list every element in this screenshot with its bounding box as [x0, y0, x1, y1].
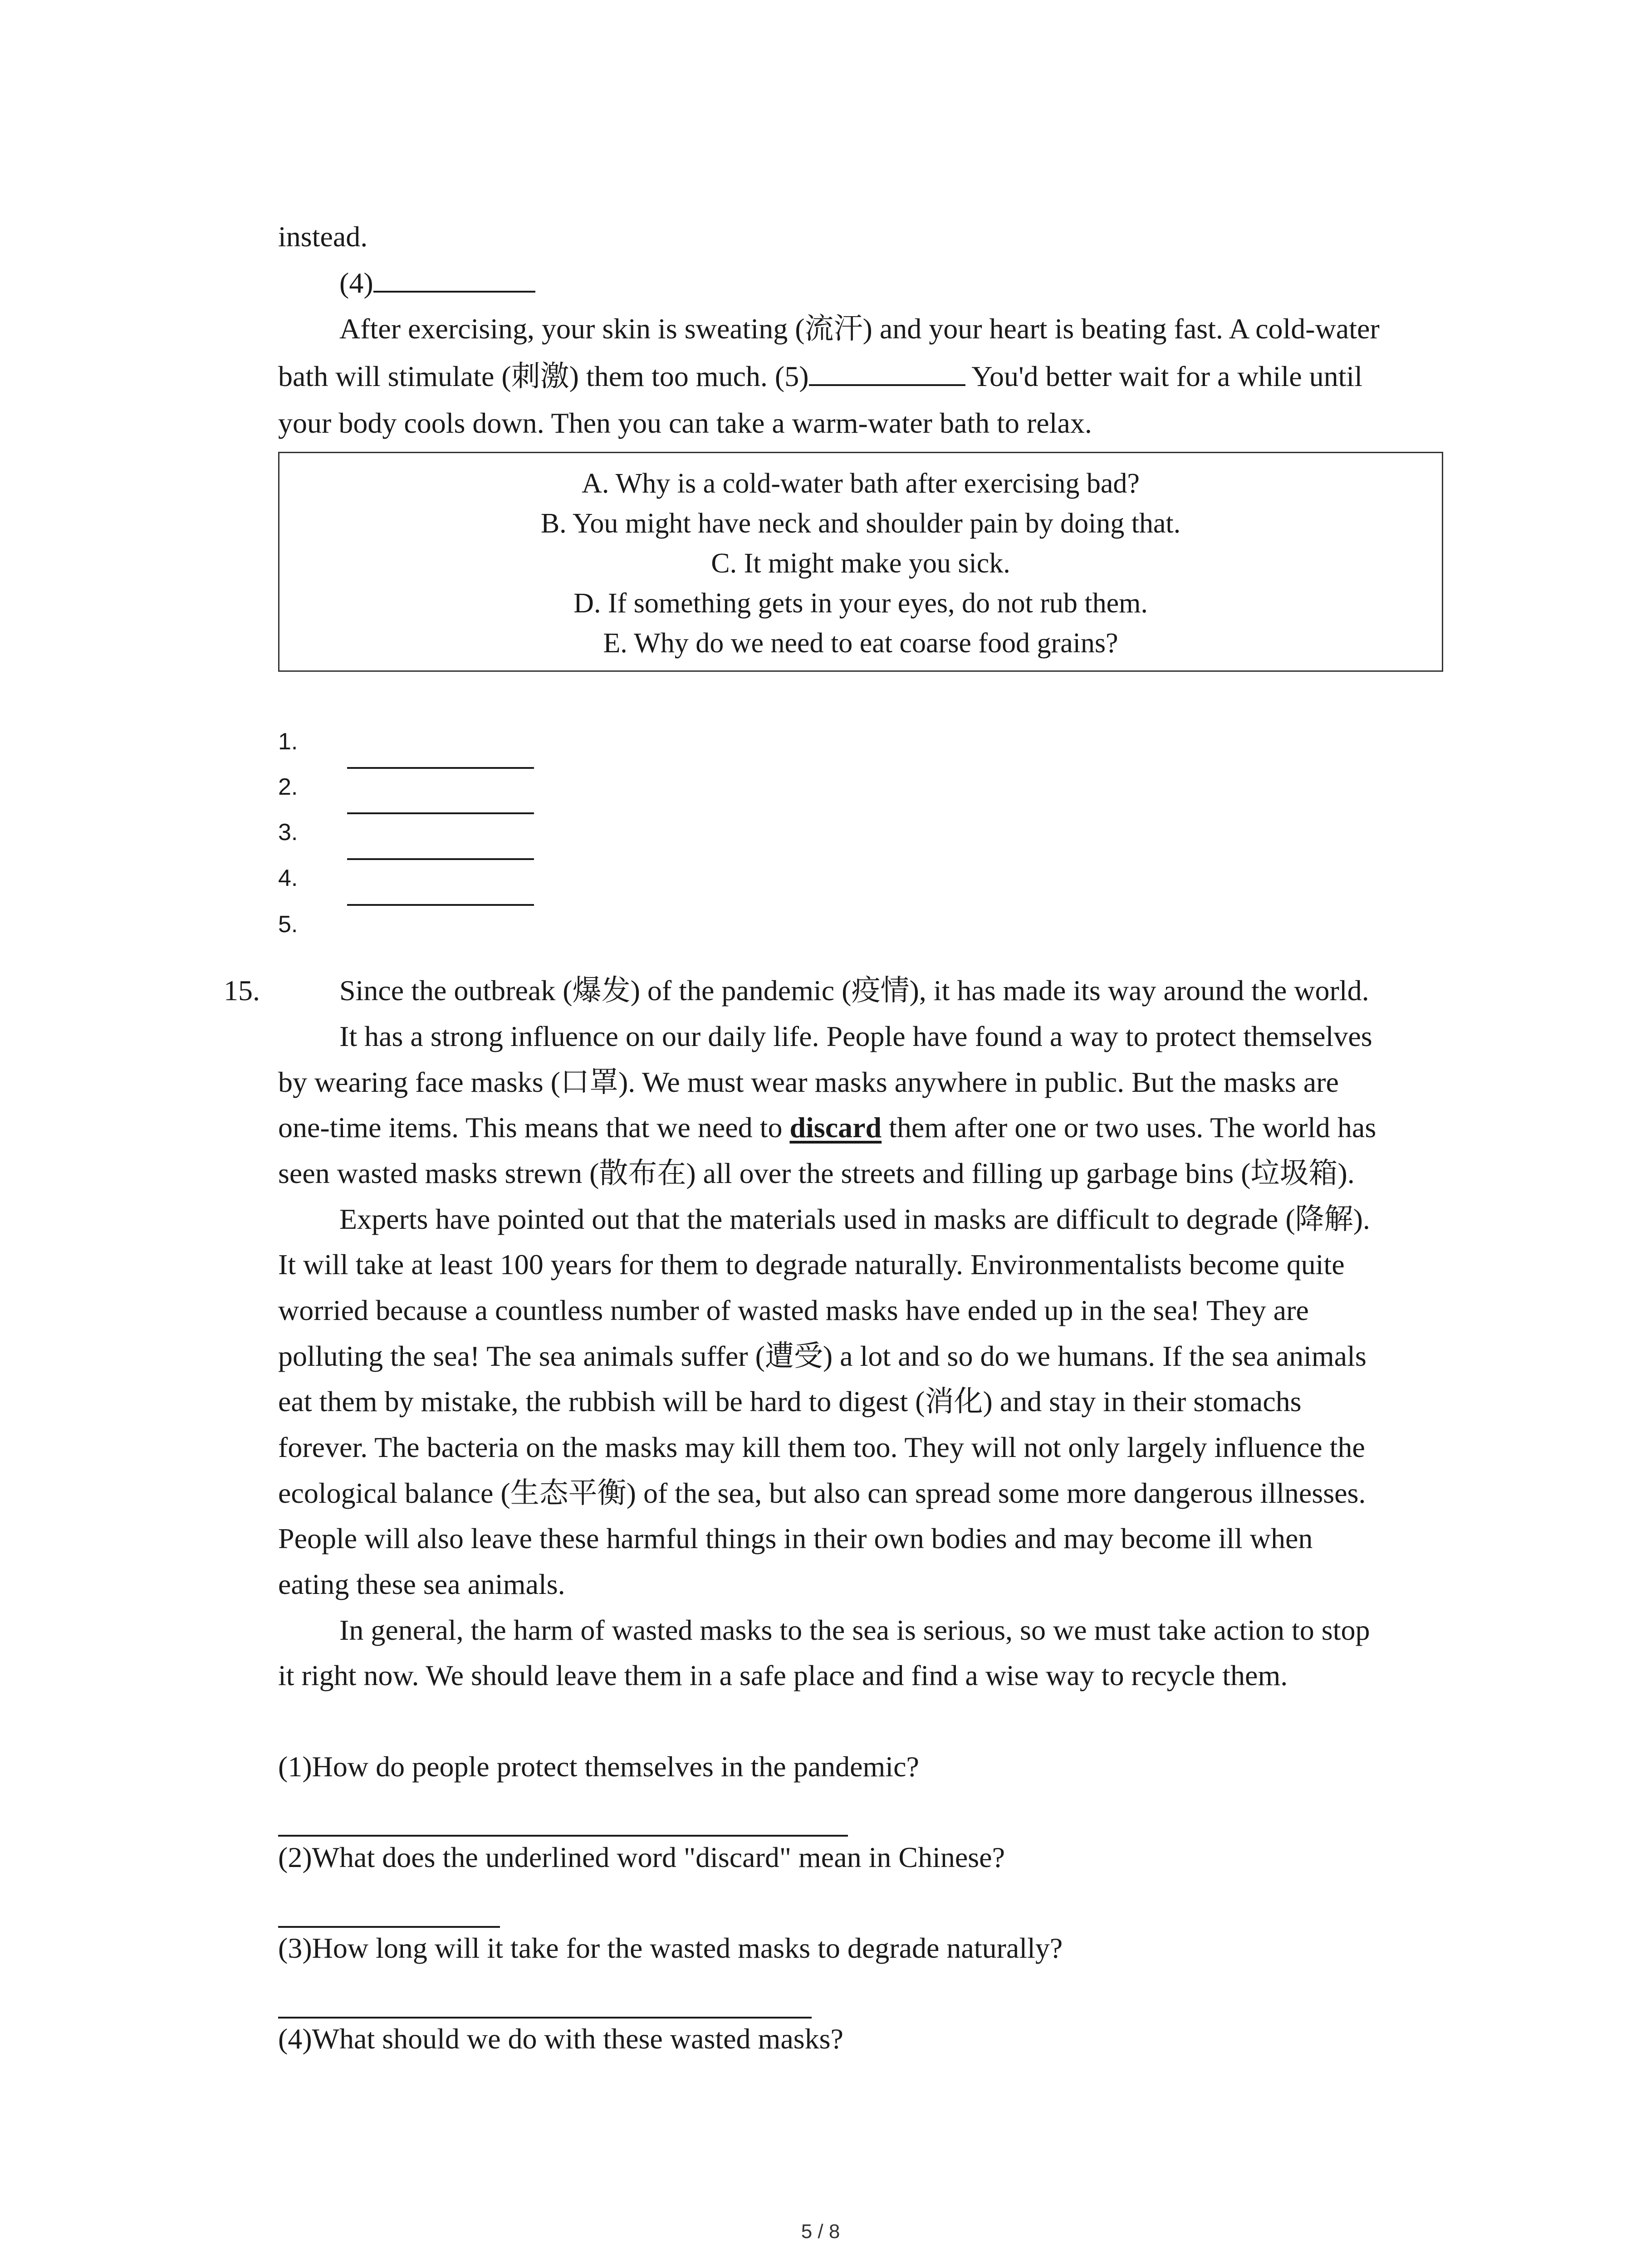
sub-question-3: (3)How long will it take for the wasted masks to degrade naturally?: [278, 1932, 1063, 1964]
answer-line-3[interactable]: [347, 858, 534, 860]
continuation-text: instead.: [278, 220, 368, 253]
underlined-word-discard: discard: [789, 1111, 882, 1144]
answer-number-3: 3.: [278, 819, 298, 846]
option-e: E. Why do we need to eat coarse food grains?: [603, 628, 1118, 659]
question-4-label: [339, 265, 535, 301]
option-d: D. If something gets in your eyes, do not rub them.: [573, 588, 1148, 619]
passage-line: it right now. We should leave them in a safe place and find a wise way to recycle them.: [278, 1659, 1288, 1691]
passage-line: seen wasted masks strewn (散布在) all over the streets and filling up garbage bins (垃圾箱).: [278, 1157, 1355, 1189]
answer-line-4[interactable]: [347, 904, 534, 906]
passage-line: It will take at least 100 years for them to degrade naturally. Environmentalists become quite: [278, 1248, 1345, 1281]
answer-line-q3[interactable]: [278, 2017, 812, 2019]
sub-question-1: (1)How do people protect themselves in the pandemic?: [278, 1750, 919, 1783]
option-b: B. You might have neck and shoulder pain by doing that.: [540, 508, 1181, 539]
passage-line: by wearing face masks (口罩). We must wear masks anywhere in public. But the masks are: [278, 1066, 1339, 1098]
option-c: C. It might make you sick.: [711, 548, 1010, 579]
question-number-15: 15.: [224, 974, 260, 1007]
sub-question-2: (2)What does the underlined word "discard" mean in Chinese?: [278, 1841, 1005, 1873]
answer-number-2: 2.: [278, 774, 298, 800]
passage-text: them after one or two uses. The world has: [882, 1111, 1376, 1144]
passage-line: [278, 1110, 1376, 1146]
passage-line: eat them by mistake, the rubbish will be hard to digest (消化) and stay in their stomachs: [278, 1385, 1302, 1418]
q4-label: (4): [339, 267, 373, 299]
passage-line: forever. The bacteria on the masks may kill them too. They will not only largely influence the: [278, 1431, 1365, 1463]
answer-blank-4[interactable]: [373, 265, 535, 293]
passage-line: eating these sea animals.: [278, 1568, 565, 1600]
answer-line-q1[interactable]: [278, 1835, 848, 1837]
answer-number-1: 1.: [278, 728, 298, 755]
passage-line: ecological balance (生态平衡) of the sea, but also can spread some more dangerous illnesses.: [278, 1477, 1366, 1509]
option-a: A. Why is a cold-water bath after exercising bad?: [582, 468, 1140, 499]
passage-line: In general, the harm of wasted masks to the sea is serious, so we must take action to stop: [339, 1614, 1370, 1646]
answer-line-1[interactable]: [347, 767, 534, 769]
passage-line: People will also leave these harmful things in their own bodies and may become ill when: [278, 1522, 1313, 1554]
passage-line: Since the outbreak (爆发) of the pandemic (疫情), it has made its way around the world.: [339, 974, 1369, 1007]
options-box: [278, 452, 1443, 672]
page-number: 5 / 8: [801, 2220, 840, 2243]
sub-question-4: (4)What should we do with these wasted masks?: [278, 2023, 843, 2055]
paragraph-line: your body cools down. Then you can take a warm-water bath to relax.: [278, 407, 1092, 439]
paragraph-text: You'd better wait for a while until: [965, 360, 1362, 392]
paragraph-line: [278, 358, 1362, 395]
passage-line: polluting the sea! The sea animals suffer (遭受) a lot and so do we humans. If the sea animals: [278, 1340, 1367, 1372]
passage-line: It has a strong influence on our daily life. People have found a way to protect themselves: [339, 1020, 1372, 1052]
answer-number-4: 4.: [278, 865, 298, 891]
answer-line-2[interactable]: [347, 812, 534, 814]
paragraph-text: bath will stimulate (刺激) them too much. (5): [278, 360, 809, 392]
answer-number-5: 5.: [278, 911, 298, 938]
answer-blank-5[interactable]: [809, 359, 965, 386]
paragraph-line: After exercising, your skin is sweating (流汗) and your heart is beating fast. A cold-water: [339, 313, 1380, 345]
passage-text: one-time items. This means that we need to: [278, 1111, 790, 1144]
answer-line-q2[interactable]: [278, 1926, 500, 1928]
passage-line: Experts have pointed out that the materials used in masks are difficult to degrade (降解).: [339, 1203, 1370, 1235]
passage-line: worried because a countless number of wasted masks have ended up in the sea! They are: [278, 1294, 1309, 1326]
